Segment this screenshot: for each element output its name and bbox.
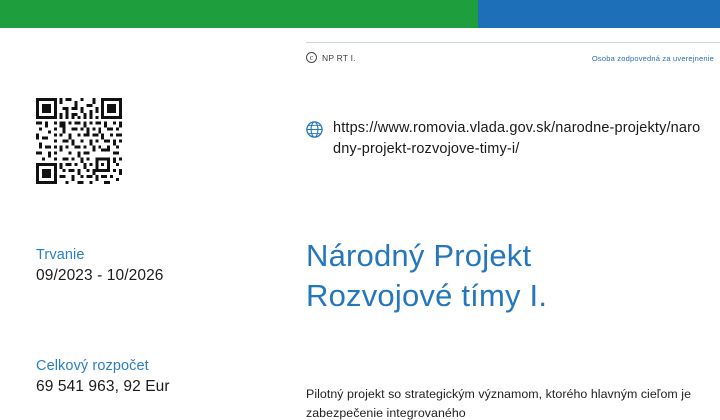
project-url-block[interactable] <box>306 118 706 160</box>
field-duration <box>36 246 286 286</box>
field-budget-value: 69 541 963, 92 Eur <box>36 377 170 395</box>
field-duration-label: Trvanie <box>36 247 85 263</box>
page-title <box>306 236 706 315</box>
field-duration-value: 09/2023 - 10/2026 <box>36 266 164 284</box>
intro-paragraph: Pilotný projekt so strategickým významom, ktorého hlavným cieľom je zabezpečenie integrovaného <box>306 387 692 420</box>
globe-icon <box>306 121 323 143</box>
page-title-line1: Národný Projekt <box>306 238 532 273</box>
header-divider <box>306 42 720 43</box>
page-title-line2: Rozvojové tímy I. <box>306 277 548 313</box>
copyright-icon: c <box>306 52 317 63</box>
field-budget-label: Celkový rozpočet <box>36 358 149 374</box>
top-blue-bar <box>478 0 720 28</box>
document-tag <box>306 52 356 63</box>
responsible-person-label: Osoba zodpovedná za uverejnenie <box>591 54 714 63</box>
document-tag-label: NP RT I. <box>322 52 356 63</box>
top-green-bar <box>0 0 720 28</box>
project-url-text[interactable]: https://www.romovia.vlada.gov.sk/narodne-projekty/narodny-projekt-rozvojove-timy-i/ <box>333 120 701 158</box>
field-budget <box>36 357 286 397</box>
qr-code[interactable] <box>36 98 122 184</box>
